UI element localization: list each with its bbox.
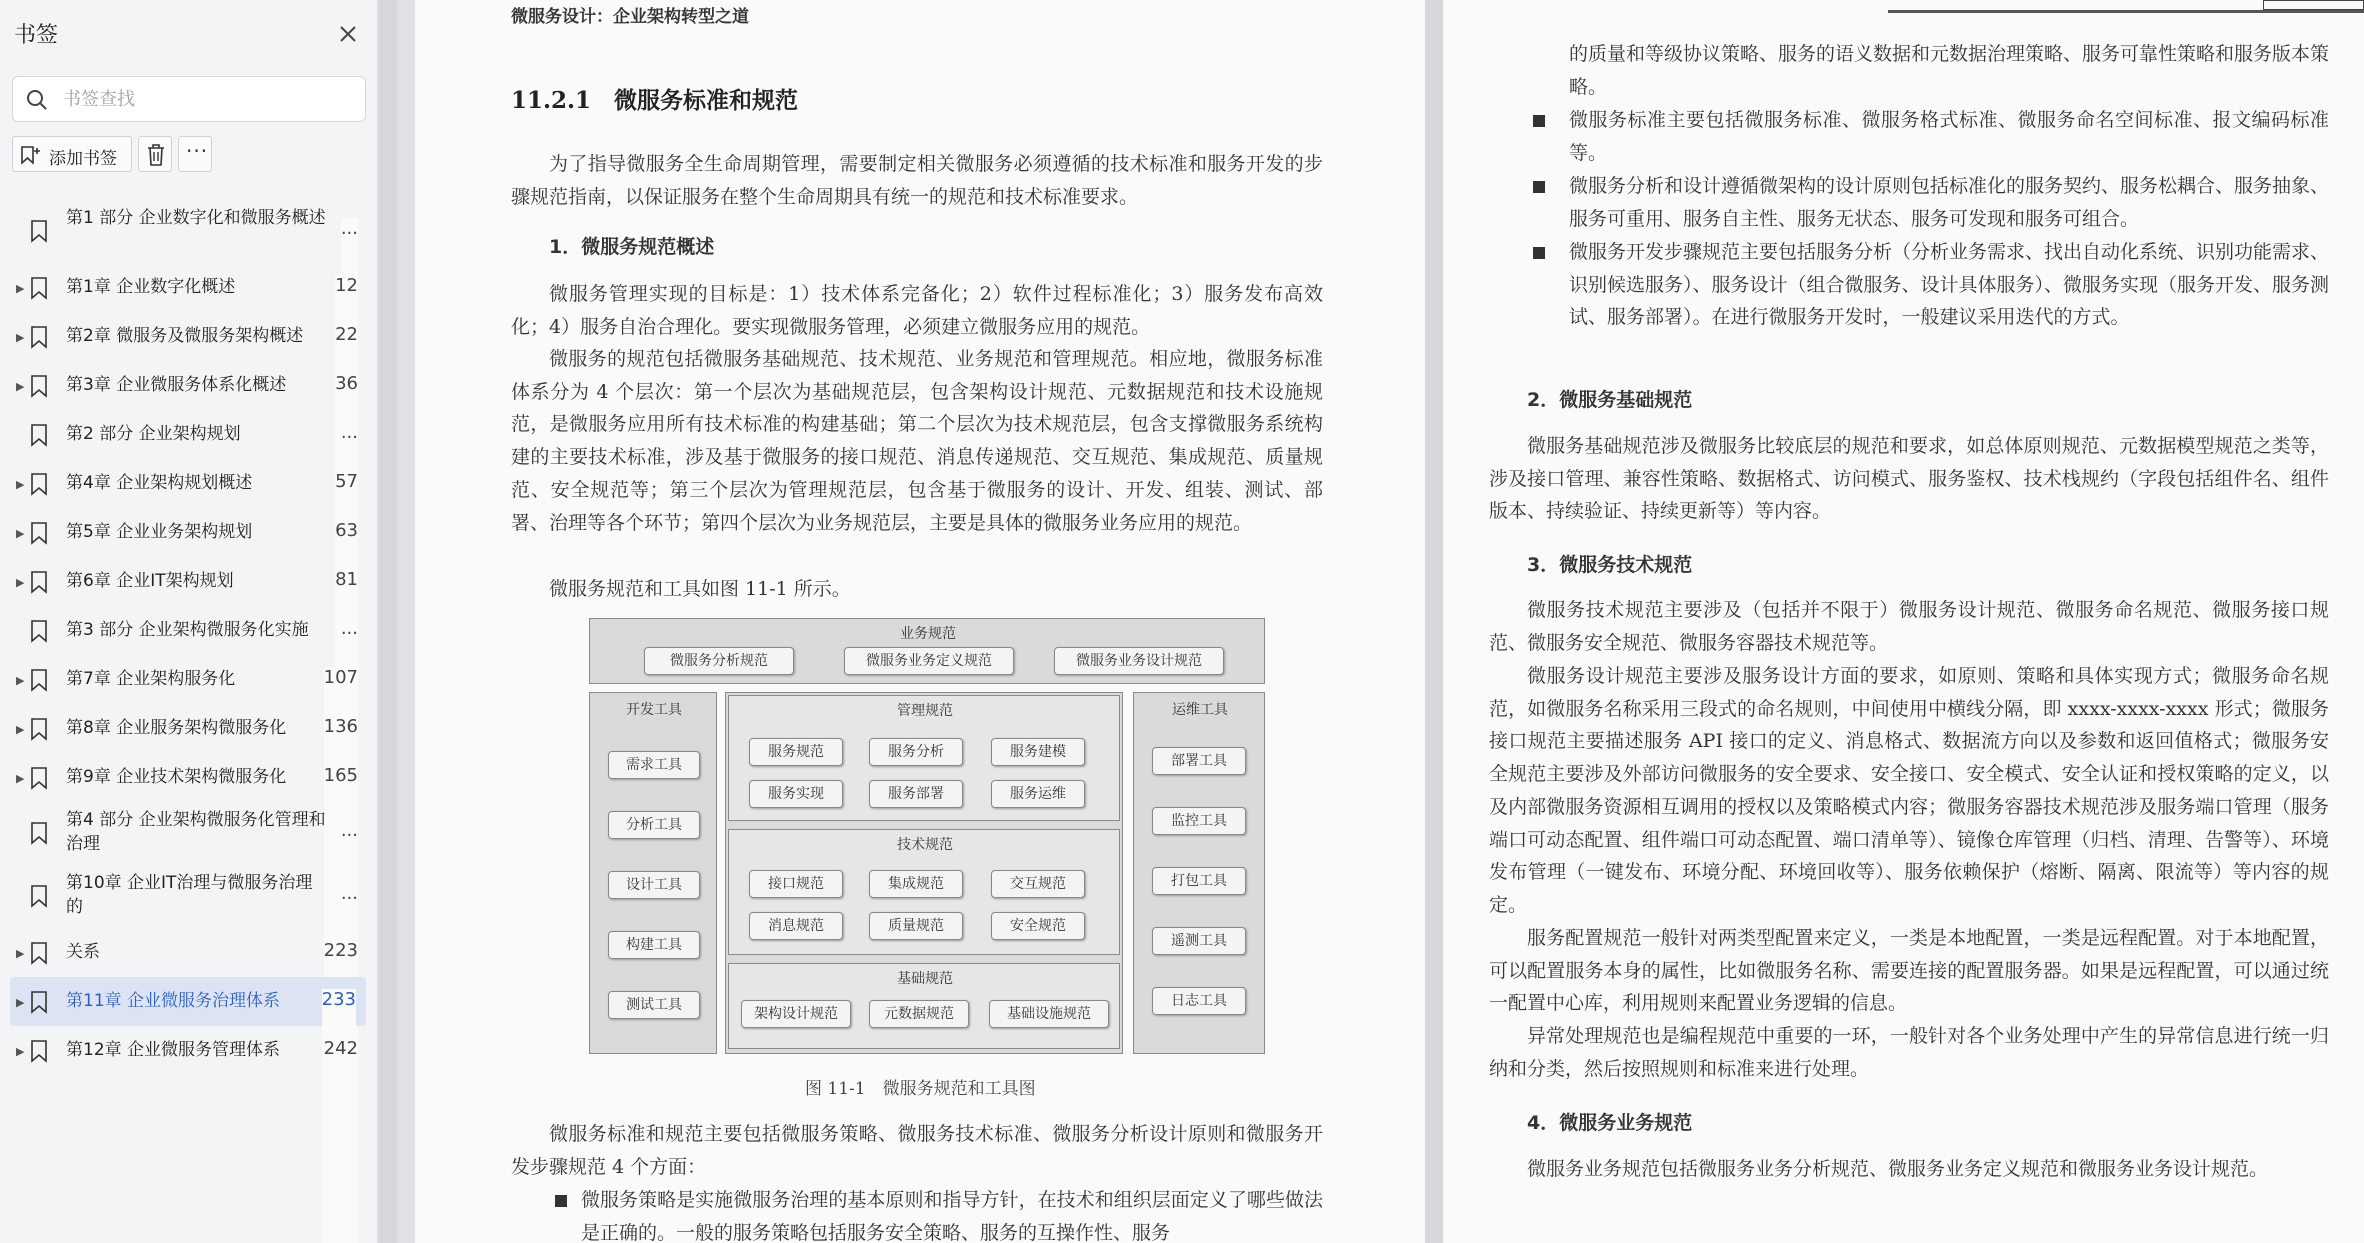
bookmark-page-number: ... (341, 218, 358, 1243)
figure-item: 集成规范 (869, 870, 963, 898)
bookmark-item[interactable] (0, 557, 378, 606)
figure-layer-title: 开发工具 (626, 702, 682, 718)
expand-arrow-icon[interactable]: ▶ (16, 723, 25, 736)
bookmark-page-number: 165 (324, 765, 358, 1243)
bullet-marker (1533, 115, 1545, 127)
figure-item: 元数据规范 (869, 1000, 969, 1028)
bookmark-page-number: 36 (335, 373, 358, 1243)
running-head-rule (1888, 10, 2364, 13)
sidebar-header (0, 0, 378, 68)
figure-layer-title: 管理规范 (897, 703, 953, 719)
bookmark-label: 第2 部分 企业架构规划 (66, 424, 241, 444)
bookmark-search-input[interactable] (63, 85, 353, 113)
bookmark-item[interactable] (0, 802, 378, 865)
subsection-heading: 4．微服务业务规范 (1527, 1112, 1693, 1134)
figure-item: 消息规范 (749, 912, 843, 940)
figure-item: 服务运维 (991, 780, 1085, 808)
paragraph: 微服务的规范包括微服务基础规范、技术规范、业务规范和管理规范。相应地，微服务标准体系分为 4 个层次：第一个层次为基础规范层，包含架构设计规范、元数据规范和技术设施规范，是微服务应用所有技术标准的构建基础；第二个层次为技术规范层，包含支撑微服务系统构建的主要技术标准，涉及基于微服务的接口规范、消息传递规范、交互规范、集成规范、质量规范、安全规范等；第三个层次为管理规范层，包含基于微服务的设计、开发、组装、测试、部署、治理等各个环节；第四个层次为业务规范层，主要是具体的微服务业务应用的规范。 (511, 348, 1323, 534)
bookmark-label: 第3 部分 企业架构微服务化实施 (66, 620, 309, 640)
bookmark-icon (28, 619, 50, 647)
subsection-heading: 1．微服务规范概述 (549, 236, 715, 258)
bookmark-item[interactable] (0, 410, 378, 459)
figure-item: 打包工具 (1152, 867, 1246, 895)
figure-technical-layer (728, 829, 1120, 955)
bookmark-item[interactable] (0, 928, 378, 977)
bookmark-item[interactable] (0, 1026, 378, 1075)
bookmark-icon (28, 570, 50, 598)
add-bookmark-button[interactable] (12, 136, 132, 172)
paragraph: 服务配置规范一般针对两类型配置来定义，一类是本地配置，一类是远程配置。对于本地配置，可以配置服务本身的属性，比如微服务名称、需要连接的配置服务器。如果是远程配置，可以通过统一配置中心库，利用规则来配置业务逻辑的信息。 (1489, 927, 2329, 1015)
paragraph: 微服务业务规范包括微服务业务分析规范、微服务业务定义规范和微服务业务设计规范。 (1527, 1158, 2269, 1180)
paragraph: 微服务标准和规范主要包括微服务策略、微服务技术标准、微服务分析设计原则和微服务开发步骤规范 4 个方面： (511, 1123, 1323, 1178)
figure-item: 服务规范 (749, 738, 843, 766)
bookmark-label: 第2章 微服务及微服务架构概述 (66, 326, 304, 346)
paragraph: 微服务技术规范主要涉及（包括并不限于）微服务设计规范、微服务命名规范、微服务接口规范、微服务安全规范、微服务容器技术规范等。 (1489, 599, 2329, 654)
figure-business-layer (589, 618, 1265, 684)
bookmark-search-box (12, 76, 366, 122)
figure-item: 接口规范 (749, 870, 843, 898)
figure-base-layer (728, 963, 1120, 1049)
bookmark-page-number: 242 (324, 1038, 358, 1243)
figure-item: 服务分析 (869, 738, 963, 766)
figure-dev-tools (589, 692, 717, 1054)
expand-arrow-icon[interactable]: ▶ (16, 674, 25, 687)
bookmark-page-number: 233 (322, 989, 356, 1243)
figure-item: 服务部署 (869, 780, 963, 808)
figure-item: 交互规范 (991, 870, 1085, 898)
bookmark-icon (28, 668, 50, 696)
bookmark-page-number: 107 (324, 667, 358, 1243)
bookmark-label: 第1 部分 企业数字化和微服务概述 (66, 208, 326, 228)
bookmark-item[interactable] (0, 263, 378, 312)
paragraph: 异常处理规范也是编程规范中重要的一环，一般针对各个业务处理中产生的异常信息进行统一归纳和分类，然后按照规则和标准来进行处理。 (1489, 1025, 2329, 1080)
subsection-heading: 3．微服务技术规范 (1527, 554, 1693, 576)
bookmark-icon (28, 521, 50, 549)
bookmark-item[interactable] (0, 312, 378, 361)
bullet-text: 微服务标准主要包括微服务标准、微服务格式标准、微服务命名空间标准、报文编码标准等。 (1569, 109, 2329, 164)
bookmark-page-number: ... (341, 883, 358, 1243)
figure-item: 需求工具 (608, 751, 700, 779)
expand-arrow-icon[interactable]: ▶ (16, 380, 25, 393)
bookmark-page-number: 57 (335, 471, 358, 1243)
figure-ops-tools (1133, 692, 1265, 1054)
bullet-marker (555, 1195, 567, 1207)
figure-item: 微服务分析规范 (644, 647, 794, 675)
bookmark-page-number: 63 (335, 520, 358, 1243)
figure-microservice-standards (589, 618, 1265, 1054)
bookmark-icon (28, 884, 50, 912)
figure-item: 质量规范 (869, 912, 963, 940)
paragraph: 的质量和等级协议策略、服务的语义数据和元数据治理策略、服务可靠性策略和服务版本策略。 (1569, 43, 2330, 98)
bookmark-page-number: 22 (335, 324, 358, 1243)
bookmark-label: 第12章 企业微服务管理体系 (66, 1040, 281, 1060)
bookmark-page-number: ... (341, 618, 358, 1243)
bookmark-icon (28, 374, 50, 402)
scroll-gutter (379, 0, 397, 1243)
figure-item: 基础设施规范 (989, 1000, 1109, 1028)
figure-item: 微服务业务设计规范 (1054, 647, 1224, 675)
figure-item: 微服务业务定义规范 (844, 647, 1014, 675)
bookmark-page-number: ... (341, 820, 358, 1243)
bullet-marker (1533, 181, 1545, 193)
more-options-button[interactable] (178, 136, 212, 172)
search-icon (25, 88, 49, 112)
expand-arrow-icon[interactable]: ▶ (16, 996, 25, 1009)
bookmark-page-number: 223 (324, 940, 358, 1243)
bookmark-item[interactable] (0, 865, 378, 928)
bullet-marker (1533, 247, 1545, 259)
expand-arrow-icon[interactable]: ▶ (16, 331, 25, 344)
trash-icon (145, 143, 167, 167)
bookmark-item[interactable] (0, 704, 378, 753)
bookmark-icon (28, 423, 50, 451)
running-head-box (2263, 0, 2364, 10)
bookmark-page-number: 12 (335, 275, 358, 1243)
bookmark-icon (28, 1039, 50, 1067)
paragraph: 微服务设计规范主要涉及服务设计方面的要求，如原则、策略和具体实现方式；微服务命名规范，如微服务名称采用三段式的命名规则，中间使用中横线分隔，即 xxxx-xxxx-xxxx 形式；微服务接口规范主要描述服务 API 接口的定义、消息格式、数据流方向以及参数和返回值格式；微服务安全规范主要涉及外部访问微服务的安全要求、安全接口、安全模式、安全认证和授权策略的定义，以及内部微服务资源相互调用的授权以及策略模式内容；微服务容器技术规范涉及服务端口管理（服务端口可动态配置、组件端口可动态配置、端口清单等）、镜像仓库管理（归档、清理、告警等）、环境发布管理（一键发布、环境分配、环境回收等）、服务依赖保护（熔断、隔离、限流等）等内容的规定。 (1489, 665, 2329, 916)
bookmark-label: 第4章 企业架构规划概述 (66, 473, 253, 493)
bookmark-label: 第9章 企业技术架构微服务化 (66, 767, 287, 787)
expand-arrow-icon[interactable]: ▶ (16, 772, 25, 785)
bookmark-icon (28, 766, 50, 794)
bookmark-icon (28, 941, 50, 969)
figure-item: 测试工具 (608, 991, 700, 1019)
expand-arrow-icon[interactable]: ▶ (16, 947, 25, 960)
figure-item: 服务建模 (991, 738, 1085, 766)
bookmark-item[interactable] (0, 508, 378, 557)
document-page-right (1443, 0, 2364, 1243)
figure-layer-title: 技术规范 (897, 837, 953, 853)
bookmark-icon (28, 472, 50, 500)
bookmark-page-number: 81 (335, 569, 358, 1243)
document-page-left (415, 0, 1425, 1243)
figure-layer-title: 基础规范 (897, 971, 953, 987)
figure-item: 安全规范 (991, 912, 1085, 940)
bookmark-sidebar (0, 0, 378, 1243)
sidebar-title: 书签 (14, 23, 59, 48)
delete-bookmark-button[interactable] (138, 136, 172, 172)
bookmark-item[interactable] (0, 361, 378, 410)
bookmark-label: 第1章 企业数字化概述 (66, 277, 236, 297)
figure-layer-title: 运维工具 (1172, 702, 1228, 718)
figure-item: 遥测工具 (1152, 927, 1246, 955)
bookmark-label: 第6章 企业IT架构规划 (66, 571, 234, 591)
section-title: 11.2.1 微服务标准和规范 (511, 87, 799, 114)
bookmark-icon (28, 990, 50, 1018)
figure-item: 架构设计规范 (741, 1000, 851, 1028)
bookmark-item[interactable] (0, 200, 378, 263)
running-head: 微服务设计：企业架构转型之道 (511, 7, 749, 27)
bookmark-icon (28, 325, 50, 353)
expand-arrow-icon[interactable]: ▶ (16, 1045, 25, 1058)
bookmark-label: 第4 部分 企业架构微服务化管理和治理 (66, 810, 326, 854)
page-gap (1425, 0, 1443, 1243)
bookmark-label: 第5章 企业业务架构规划 (66, 522, 253, 542)
figure-management-layer (728, 695, 1120, 821)
bookmark-item[interactable] (0, 606, 378, 655)
bookmark-icon (28, 821, 50, 849)
bookmark-item[interactable] (0, 459, 378, 508)
bullet-text: 微服务策略是实施微服务治理的基本原则和指导方针，在技术和组织层面定义了哪些做法是正确的。一般的服务策略包括服务安全策略、服务的互操作性、服务 (581, 1189, 1323, 1243)
paragraph: 微服务基础规范涉及微服务比较底层的规范和要求，如总体原则规范、元数据模型规范之类等，涉及接口管理、兼容性策略、数据格式、访问模式、服务鉴权、技术栈规约（字段包括组件名、组件版本、持续验证、持续更新等）等内容。 (1489, 435, 2329, 523)
figure-item: 部署工具 (1152, 747, 1246, 775)
paragraph: 微服务管理实现的目标是：1）技术体系完备化；2）软件过程标准化；3）服务发布高效化；4）服务自治合理化。要实现微服务管理，必须建立微服务应用的规范。 (511, 283, 1323, 338)
figure-centre-block (725, 692, 1123, 1054)
figure-item: 服务实现 (749, 780, 843, 808)
bookmark-page-number: ... (341, 422, 358, 1243)
expand-arrow-icon[interactable]: ▶ (16, 527, 25, 540)
expand-arrow-icon[interactable]: ▶ (16, 576, 25, 589)
more-icon: ··· (186, 139, 209, 163)
figure-layer-title: 业务规范 (900, 626, 956, 642)
bookmark-icon (28, 276, 50, 304)
figure-item: 日志工具 (1152, 987, 1246, 1015)
bookmark-icon (28, 219, 50, 247)
bookmark-label: 第8章 企业服务架构微服务化 (66, 718, 287, 738)
bookmark-label: 第10章 企业IT治理与微服务治理的 (66, 873, 313, 917)
bullet-text: 微服务分析和设计遵循微架构的设计原则包括标准化的服务契约、服务松耦合、服务抽象、服务可重用、服务自主性、服务无状态、服务可发现和服务可组合。 (1569, 175, 2330, 230)
bookmark-label: 第7章 企业架构服务化 (66, 669, 236, 689)
add-bookmark-label: 添加书签 (49, 149, 117, 169)
subsection-heading: 2．微服务基础规范 (1527, 389, 1693, 411)
bookmark-label: 第11章 企业微服务治理体系 (66, 991, 281, 1011)
bookmark-item[interactable] (0, 753, 378, 802)
bookmark-label: 关系 (66, 942, 100, 962)
bookmark-item[interactable] (10, 977, 366, 1026)
add-bookmark-icon (19, 145, 41, 165)
figure-caption: 图 11-1 微服务规范和工具图 (805, 1079, 1036, 1099)
figure-item: 构建工具 (608, 931, 700, 959)
paragraph: 为了指导微服务全生命周期管理，需要制定相关微服务必须遵循的技术标准和服务开发的步骤规范指南，以保证服务在整个生命周期具有统一的规范和技术标准要求。 (511, 153, 1323, 208)
bookmark-page-number: 136 (324, 716, 358, 1243)
bookmark-item[interactable] (0, 655, 378, 704)
figure-item: 分析工具 (608, 811, 700, 839)
expand-arrow-icon[interactable]: ▶ (16, 478, 25, 491)
bookmark-icon (28, 717, 50, 745)
paragraph: 微服务规范和工具如图 11-1 所示。 (549, 578, 851, 600)
bookmark-list (0, 200, 378, 1075)
document-view[interactable] (379, 0, 2364, 1243)
figure-item: 设计工具 (608, 871, 700, 899)
bookmark-label: 第3章 企业微服务体系化概述 (66, 375, 287, 395)
figure-item: 监控工具 (1152, 807, 1246, 835)
expand-arrow-icon[interactable]: ▶ (16, 282, 25, 295)
bullet-text: 微服务开发步骤规范主要包括服务分析（分析业务需求、找出自动化系统、识别功能需求、识别候选服务）、服务设计（组合微服务、设计具体服务）、微服务实现（服务开发、服务测试、服务部署）。在进行微服务开发时，一般建议采用迭代的方式。 (1569, 241, 2330, 329)
close-icon[interactable] (334, 20, 362, 48)
